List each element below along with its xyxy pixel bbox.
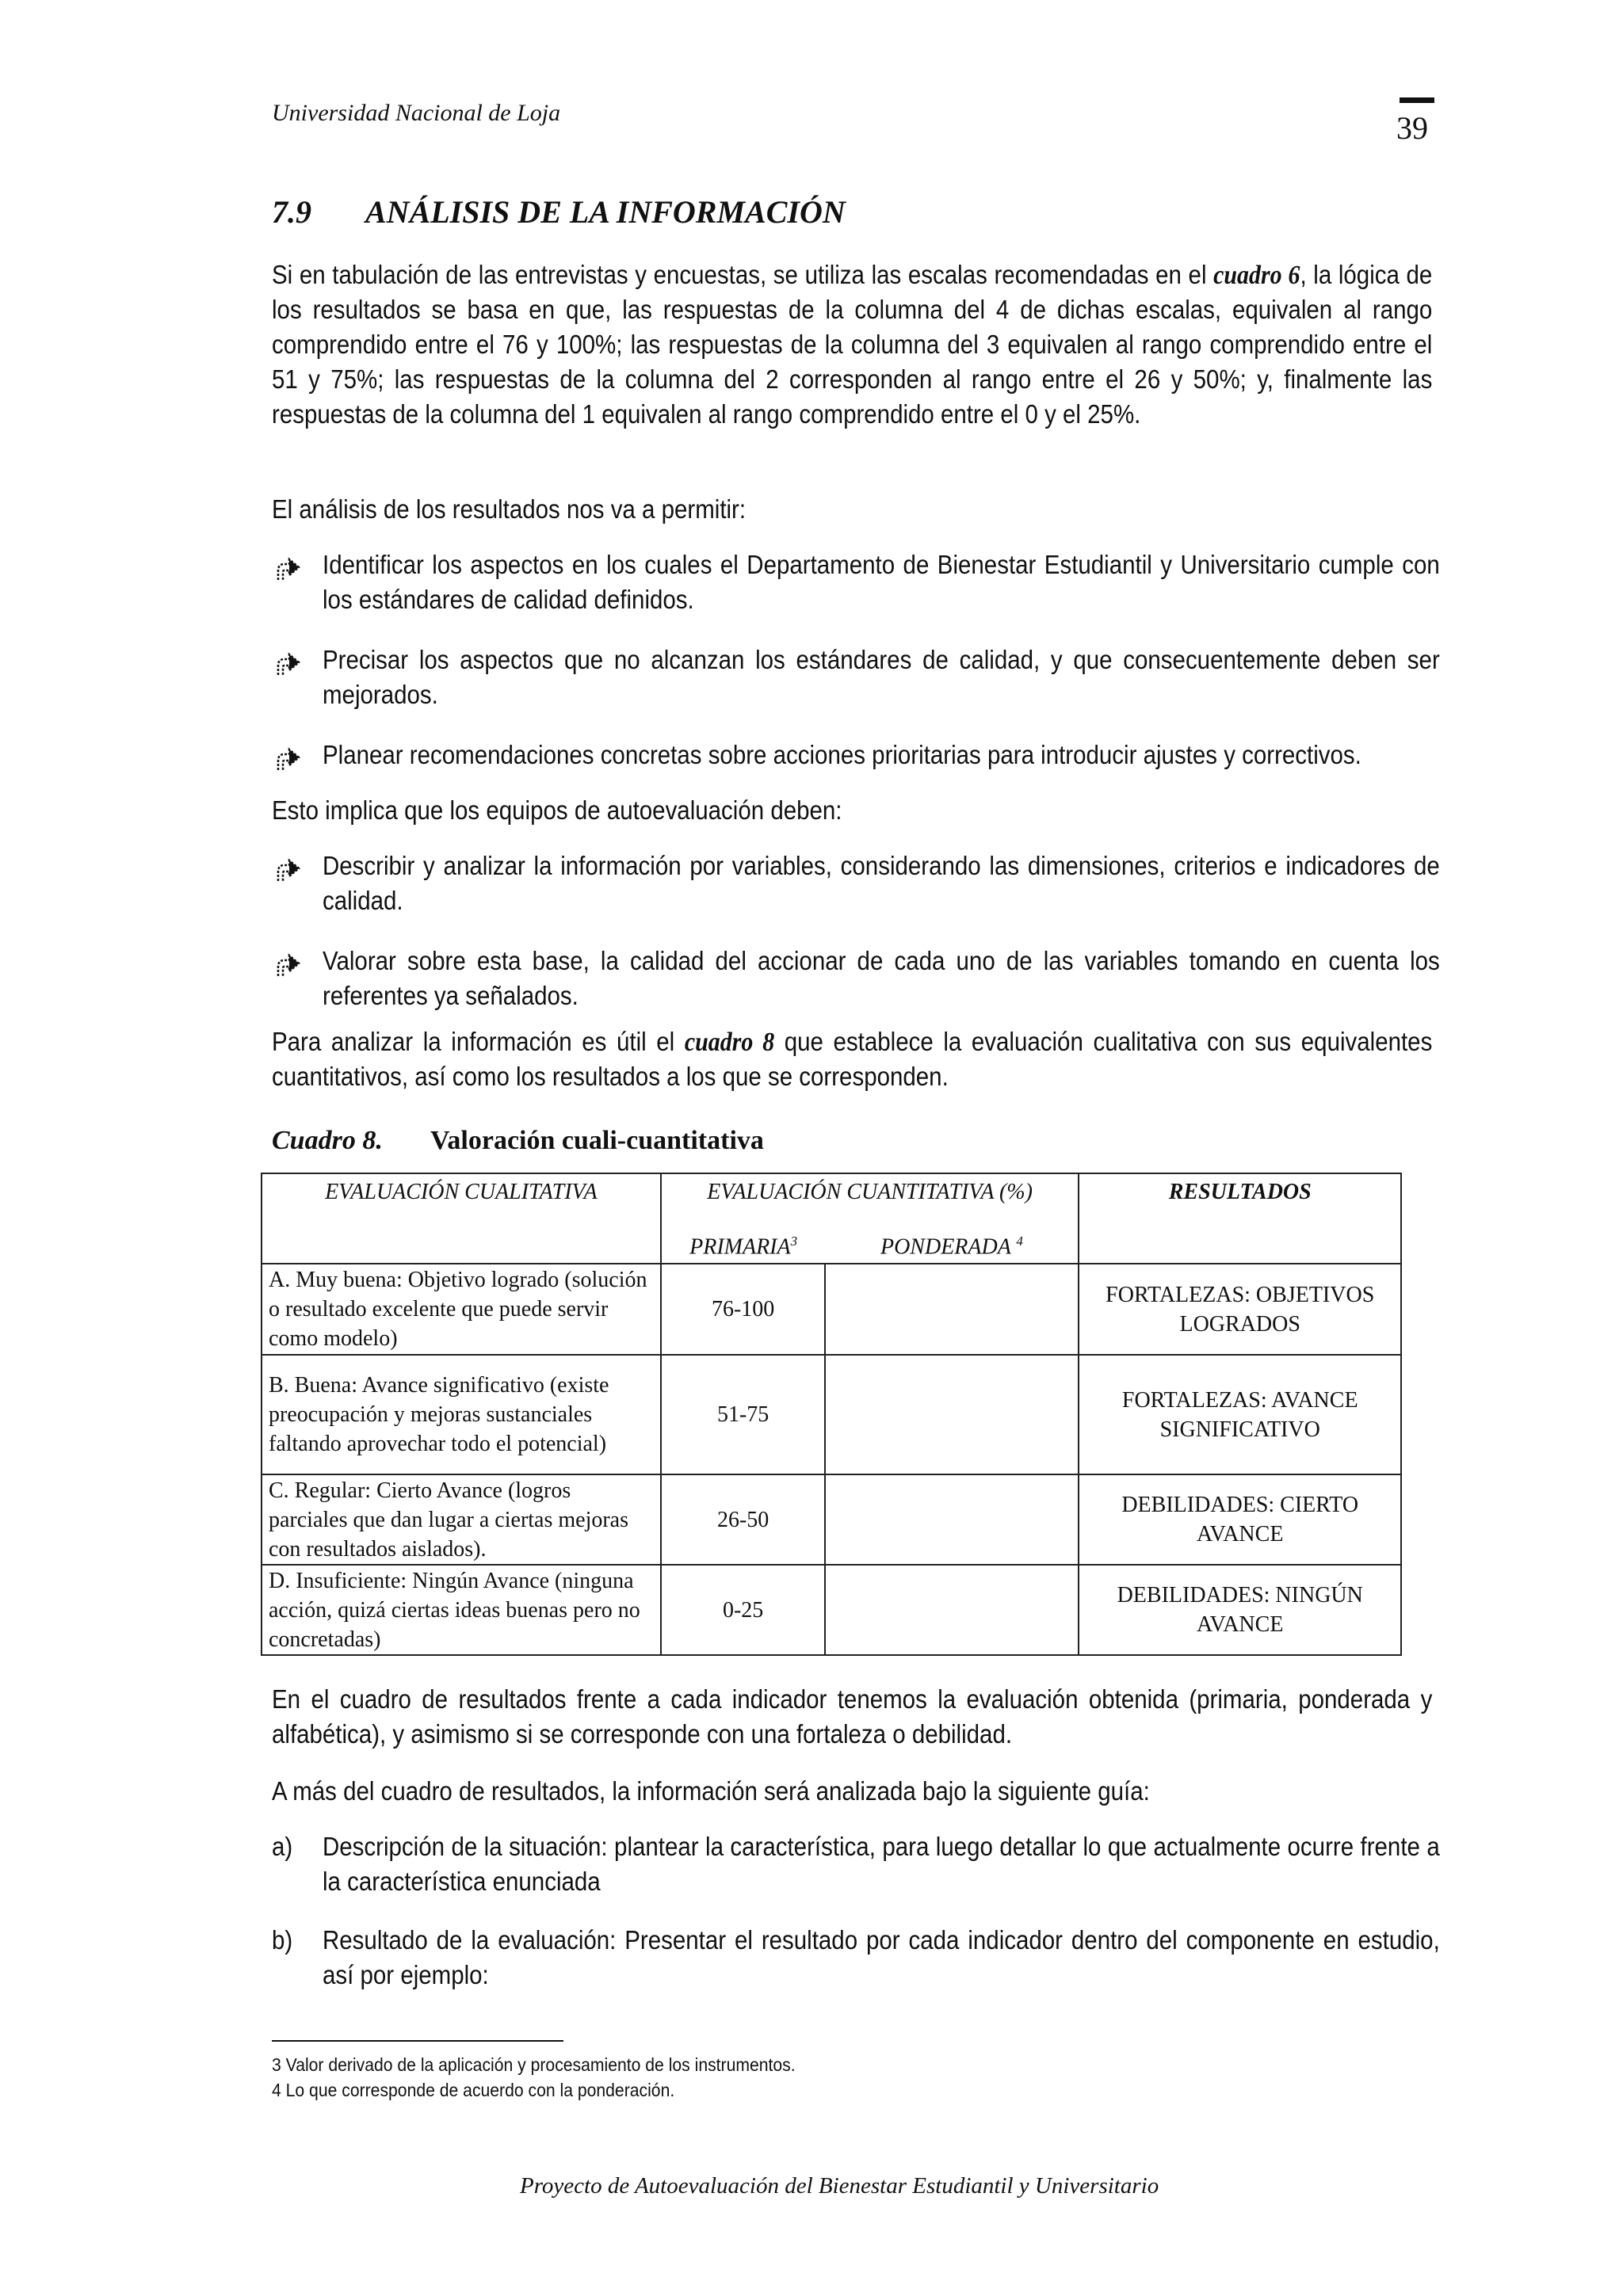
list-item-text: Planear recomendaciones concretas sobre acciones prioritarias para introducir ajustes y correctivos. [323, 741, 1361, 770]
header-quantitative: EVALUACIÓN CUANTITATIVA (%) [661, 1173, 1079, 1219]
cell-primary: 51-75 [661, 1355, 826, 1474]
cell-primary: 76-100 [661, 1264, 826, 1355]
cell-qualitative: D. Insuficiente: Ningún Avance (ninguna acción, quizá ciertas ideas buenas pero no concretadas) [262, 1565, 661, 1655]
section-number: 7.9 [272, 194, 311, 230]
section-title: ANÁLISIS DE LA INFORMACIÓN [365, 194, 846, 230]
header-weighted [825, 1219, 1079, 1264]
cell-result: FORTALEZAS: OBJETIVOS LOGRADOS [1079, 1264, 1401, 1355]
lettered-item-b [272, 1924, 1440, 2003]
pointing-arrow-icon [272, 743, 300, 772]
paragraph-teams-lead: Esto implica que los equipos de autoevaluación deben: [272, 796, 842, 826]
section-heading [272, 193, 846, 231]
pointing-arrow-icon [272, 648, 300, 677]
paragraph-cuadro-8-intro [272, 1025, 1432, 1095]
footnote-separator [272, 2040, 563, 2042]
list-item [272, 944, 1440, 1024]
cell-weighted [825, 1355, 1079, 1474]
page-number: 39 [1396, 110, 1428, 146]
lettered-item-label: b) [272, 1926, 293, 1955]
cell-qualitative: B. Buena: Avance significativo (existe preocupación y mejoras sustanciales faltando aprovechar todo el potencial) [262, 1355, 661, 1474]
footnote-ref-3: 3 [790, 1233, 798, 1249]
running-header: Universidad Nacional de Loja [272, 100, 561, 126]
running-footer: Proyecto de Autoevaluación del Bienestar Estudiantil y Universitario [520, 2173, 1159, 2199]
cell-primary: 26-50 [661, 1474, 826, 1565]
paragraph-cuadro-8-text-1: Para analizar la información es útil el [272, 1028, 685, 1057]
cell-qualitative: C. Regular: Cierto Avance (logros parciales que dan lugar a ciertas mejoras con resultados aislados). [262, 1474, 661, 1565]
lettered-item-text: Descripción de la situación: plantear la característica, para luego detallar lo que actualmente ocurre frente a la característica enunciada [323, 1833, 1440, 1897]
lettered-item-a [272, 1830, 1440, 1909]
list-item-text: Valorar sobre esta base, la calidad del accionar de cada uno de las variables tomando en cuenta los referentes ya señalados. [323, 947, 1440, 1011]
header-primary-label: PRIMARIA [689, 1234, 791, 1259]
table-row [262, 1264, 1401, 1355]
list-item-text: Describir y analizar la información por variables, considerando las dimensiones, criterios e indicadores de calidad. [323, 852, 1440, 916]
list-item-text: Precisar los aspectos que no alcanzan los estándares de calidad, y que consecuentemente deben ser mejorados. [323, 646, 1440, 710]
paragraph-cuadro-8-text-2: que establece la evaluación cualitativa con sus equivalentes cuantitativos, así como los resultados a los que se corresponden. [272, 1028, 1433, 1092]
list-item [272, 849, 1440, 929]
cell-result: FORTALEZAS: AVANCE SIGNIFICATIVO [1079, 1355, 1401, 1474]
table-header-row [262, 1173, 1401, 1219]
footnote-4: 4 Lo que corresponde de acuerdo con la ponderación. [272, 2080, 675, 2100]
cell-primary: 0-25 [661, 1565, 826, 1655]
reference-cuadro-8: cuadro 8 [684, 1028, 775, 1057]
paragraph-intro-text-2: , la lógica de los resultados se basa en que, las respuestas de la columna del 4 de dichas escalas, equivalen al rango comprendido entre el 76 y 100%; las respuestas de la columna del 3 equivalen al rango comprendido entre el 51 y 75%; las respuestas de la columna del 2 corresponden al rango entre el 26 y 50%; y, finalmente las respuestas de la columna del 1 equivalen al rango comprendido entre el 0 y el 25%. [272, 261, 1433, 429]
table-caption [272, 1126, 764, 1156]
header-primary [661, 1219, 826, 1264]
reference-cuadro-6: cuadro 6 [1213, 261, 1300, 290]
paragraph-intro [272, 258, 1432, 433]
pointing-arrow-icon [272, 854, 300, 883]
pointing-arrow-icon [272, 949, 300, 978]
header-qualitative: EVALUACIÓN CUALITATIVA [262, 1173, 661, 1264]
table-row [262, 1474, 1401, 1565]
pointing-arrow-icon [272, 553, 300, 582]
table-row [262, 1565, 1401, 1655]
valuation-table [261, 1173, 1402, 1656]
header-weighted-label: PONDERADA [880, 1234, 1011, 1259]
table-caption-title: Valoración cuali-cuantitativa [430, 1126, 764, 1155]
cell-qualitative: A. Muy buena: Objetivo logrado (solución o resultado excelente que puede servir como modelo) [262, 1264, 661, 1355]
cell-weighted [825, 1565, 1079, 1655]
lettered-item-text: Resultado de la evaluación: Presentar el resultado por cada indicador dentro del componente en estudio, así por ejemplo: [323, 1926, 1440, 1990]
paragraph-intro-text-1: Si en tabulación de las entrevistas y encuestas, se utiliza las escalas recomendadas en el [272, 261, 1214, 290]
footnote-ref-4: 4 [1016, 1233, 1023, 1249]
table-caption-label: Cuadro 8. [272, 1126, 383, 1155]
paragraph-analysis-lead: El análisis de los resultados nos va a permitir: [272, 495, 747, 524]
list-item [272, 548, 1440, 627]
paragraph-results-table: En el cuadro de resultados frente a cada indicador tenemos la evaluación obtenida (primaria, ponderada y alfabética), y asimismo si se corresponde con una fortaleza o debilidad. [272, 1685, 1433, 1749]
lettered-item-label: a) [272, 1833, 293, 1862]
list-item-text: Identificar los aspectos en los cuales el Departamento de Bienestar Estudiantil y Universitario cumple con los estándares de calidad definidos. [323, 551, 1440, 615]
paragraph-guide-lead: A más del cuadro de resultados, la información será analizada bajo la siguiente guía: [272, 1777, 1150, 1806]
table-row [262, 1355, 1401, 1474]
cell-weighted [825, 1264, 1079, 1355]
cell-result: DEBILIDADES: NINGÚN AVANCE [1079, 1565, 1401, 1655]
cell-result: DEBILIDADES: CIERTO AVANCE [1079, 1474, 1401, 1565]
footnote-3: 3 Valor derivado de la aplicación y procesamiento de los instrumentos. [272, 2054, 796, 2075]
page-number-rule [1400, 97, 1434, 103]
cell-weighted [825, 1474, 1079, 1565]
list-item [272, 643, 1440, 723]
header-results: RESULTADOS [1079, 1173, 1401, 1264]
